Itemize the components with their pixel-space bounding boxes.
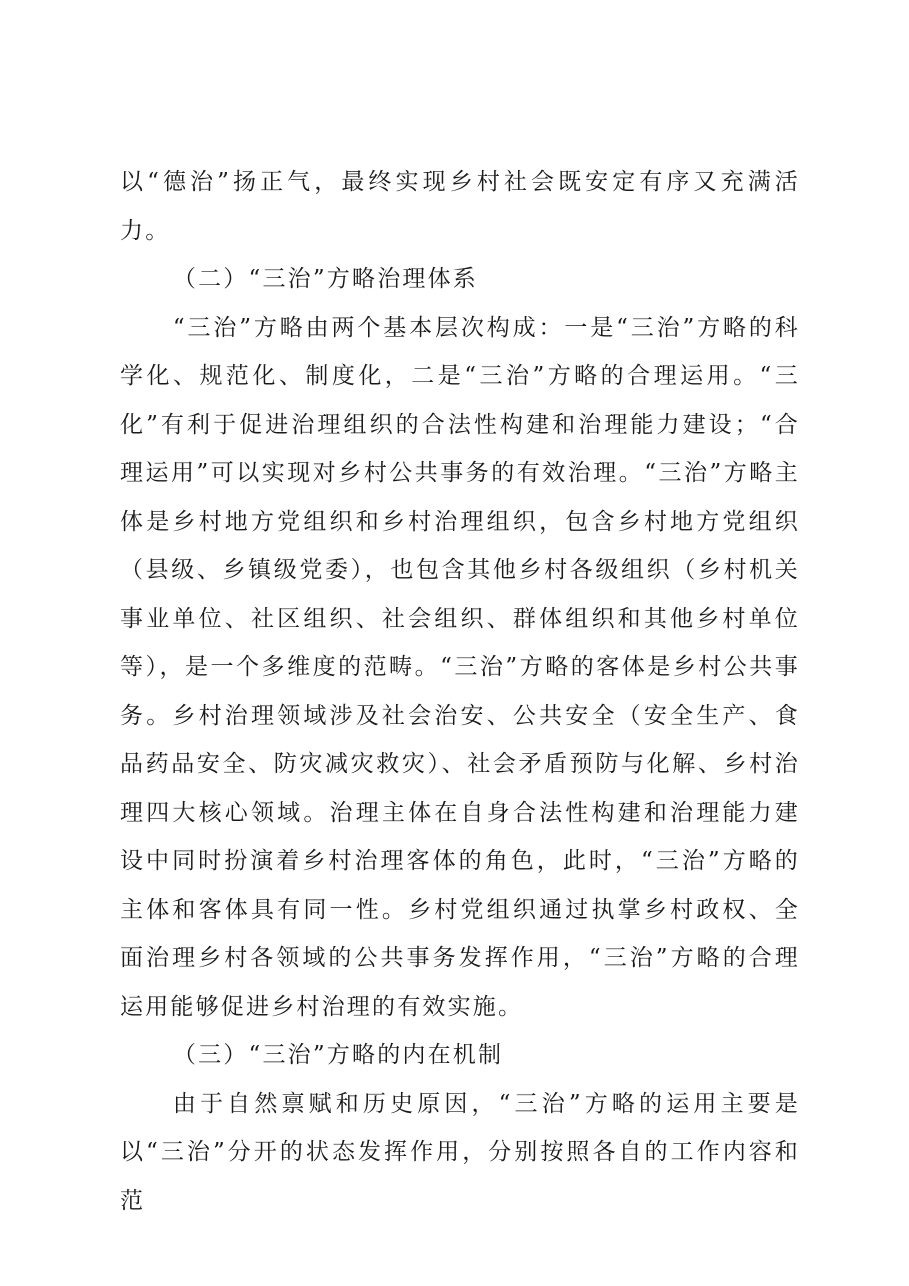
document-body [120,158,800,1225]
paragraph-internal-mechanism: 由于自然禀赋和历史原因，“三治”方略的运用主要是以“三治”分开的状态发挥作用，分别按照各自的工作内容和范 [120,1090,800,1214]
paragraph-governance-system: “三治”方略由两个基本层次构成：一是“三治”方略的科学化、规范化、制度化，二是“三治”方略的合理运用。“三化”有利于促进治理组织的合法性构建和治理能力建设；“合理运用”可以实现对乡村公共事务的有效治理。“三治”方略主体是乡村地方党组织和乡村治理组织，包含乡村地方党组织（县级、乡镇级党委），也包含其他乡村各级组织（乡村机关事业单位、社区组织、社会组织、群体组织和其他乡村单位等），是一个多维度的范畴。“三治”方略的客体是乡村公共事务。乡村治理领域涉及社会治安、公共安全（安全生产、食品药品安全、防灾减灾救灾）、社会矛盾预防与化解、乡村治理四大核心领域。治理主体在自身合法性构建和治理能力建设中同时扮演着乡村治理客体的角色，此时，“三治”方略的主体和客体具有同一性。乡村党组织通过执掌乡村政权、全面治理乡村各领域的公共事务发挥作用，“三治”方略的合理运用能够促进乡村治理的有效实施。 [120,314,800,1020]
paragraph-continuation: 以“德治”扬正气，最终实现乡村社会既安定有序又充满活力。 [120,169,800,244]
section-heading-3: （三）“三治”方略的内在机制 [172,1042,504,1068]
section-heading-2: （二）“三治”方略治理体系 [172,266,479,292]
